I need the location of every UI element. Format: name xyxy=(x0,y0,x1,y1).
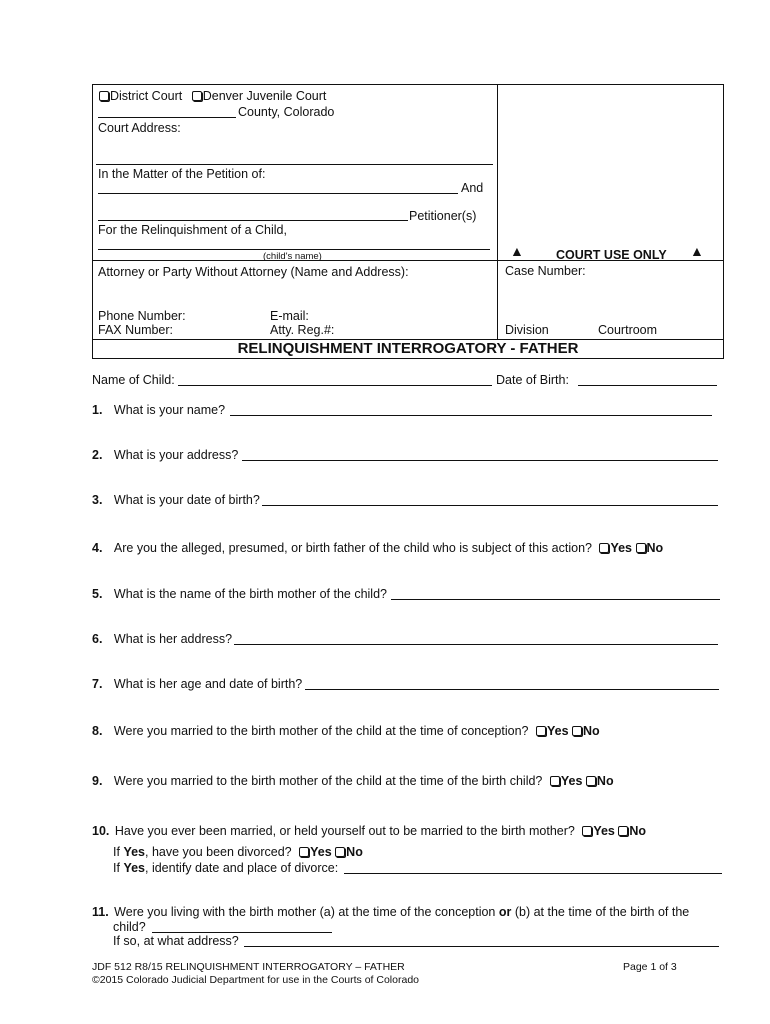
question-7-text: What is her age and date of birth? xyxy=(113,677,303,691)
q10-details-if: If xyxy=(113,861,120,875)
answer-11-address-field[interactable] xyxy=(244,946,719,947)
question-2-number: 2. xyxy=(92,448,103,462)
district-court-checkbox[interactable] xyxy=(99,91,109,101)
question-4-text: Are you the alleged, presumed, or birth father of the child who is subject of this action? xyxy=(113,541,592,555)
question-2-text: What is your address? xyxy=(113,448,239,462)
atty-reg-label: Atty. Reg.#: xyxy=(270,323,335,337)
question-9-number: 9. xyxy=(92,774,103,788)
q10-no-checkbox[interactable] xyxy=(618,826,628,836)
question-8-text: Were you married to the birth mother of the child at the time of conception? xyxy=(113,724,529,738)
court-address-field[interactable] xyxy=(96,164,493,165)
childs-name-caption: (child's name) xyxy=(263,251,322,262)
answer-2-field[interactable] xyxy=(242,460,718,461)
q4-no-checkbox[interactable] xyxy=(636,543,646,553)
attorney-label: Attorney or Party Without Attorney (Name and Address): xyxy=(98,265,409,279)
question-10 xyxy=(92,824,646,838)
q10-divorced-yes-word: Yes xyxy=(123,845,145,859)
child-name-field[interactable] xyxy=(178,385,492,386)
petitioners-label: Petitioner(s) xyxy=(409,209,477,223)
court-address-label: Court Address: xyxy=(98,121,181,135)
caption-box xyxy=(92,84,724,340)
q8-yes-label: Yes xyxy=(546,724,569,738)
childs-name-field[interactable] xyxy=(98,249,490,250)
q10-details-text: , identify date and place of divorce: xyxy=(145,861,339,875)
question-5 xyxy=(92,587,387,601)
q9-yes-label: Yes xyxy=(560,774,583,788)
county-label: County, Colorado xyxy=(238,105,335,119)
denver-juvenile-court-label: Denver Juvenile Court xyxy=(202,89,327,103)
question-11 xyxy=(92,905,689,919)
q10-divorced-no-checkbox[interactable] xyxy=(335,847,345,857)
question-6-text: What is her address? xyxy=(113,632,233,646)
case-number-label: Case Number: xyxy=(505,264,586,278)
district-court-label: District Court xyxy=(110,89,183,103)
child-name-label: Name of Child: xyxy=(92,373,175,387)
answer-3-field[interactable] xyxy=(262,505,718,506)
q10-divorced-yes-label: Yes xyxy=(310,845,332,859)
q8-no-label: No xyxy=(583,724,600,738)
q4-no-label: No xyxy=(646,541,664,555)
question-1-number: 1. xyxy=(92,403,103,417)
answer-5-field[interactable] xyxy=(391,599,720,600)
denver-juvenile-court-checkbox[interactable] xyxy=(192,91,202,101)
q10-divorced-yes-checkbox[interactable] xyxy=(299,847,309,857)
question-9-text: Were you married to the birth mother of the child at the time of the birth child? xyxy=(113,774,543,788)
court-type-row xyxy=(99,89,326,103)
question-10-divorced xyxy=(113,845,363,859)
answer-6-field[interactable] xyxy=(234,644,718,645)
and-label: And xyxy=(461,181,484,195)
q9-no-label: No xyxy=(596,774,614,788)
q8-no-checkbox[interactable] xyxy=(572,726,582,736)
question-3 xyxy=(92,493,260,507)
question-2 xyxy=(92,448,238,462)
answer-11-field[interactable] xyxy=(152,932,332,933)
question-1 xyxy=(92,403,225,417)
q8-yes-checkbox[interactable] xyxy=(536,726,546,736)
question-7 xyxy=(92,677,302,691)
q9-yes-checkbox[interactable] xyxy=(550,776,560,786)
q10-details-yes-word: Yes xyxy=(123,861,145,875)
form-title: RELINQUISHMENT INTERROGATORY - FATHER xyxy=(92,339,724,359)
division-label: Division xyxy=(505,323,549,337)
question-7-number: 7. xyxy=(92,677,103,691)
q10-no-label: No xyxy=(629,824,647,838)
caption-divider xyxy=(497,84,498,340)
petitioner-2-field[interactable] xyxy=(98,220,408,221)
petitioner-1-field[interactable] xyxy=(98,193,458,194)
question-6 xyxy=(92,632,232,646)
q9-no-checkbox[interactable] xyxy=(586,776,596,786)
question-9 xyxy=(92,774,614,788)
matter-of-label: In the Matter of the Petition of: xyxy=(98,167,266,181)
email-label: E-mail: xyxy=(270,309,309,323)
question-1-text: What is your name? xyxy=(113,403,226,417)
question-8 xyxy=(92,724,600,738)
answer-7-field[interactable] xyxy=(305,689,719,690)
up-triangle-right-icon: ▲ xyxy=(690,243,704,259)
q10-yes-label: Yes xyxy=(593,824,615,838)
answer-10-divorce-field[interactable] xyxy=(344,873,722,874)
up-triangle-left-icon: ▲ xyxy=(510,243,524,259)
courtroom-label: Courtroom xyxy=(598,323,658,337)
question-4-number: 4. xyxy=(92,541,103,555)
question-11-text-a: Were you living with the birth mother (a) at the time of the conception xyxy=(114,905,496,919)
question-3-text: What is your date of birth? xyxy=(113,493,260,507)
court-use-only-label: COURT USE ONLY xyxy=(556,248,667,262)
fax-label: FAX Number: xyxy=(98,323,174,337)
question-11-or: or xyxy=(498,905,512,919)
question-5-number: 5. xyxy=(92,587,103,601)
footer-copyright: ©2015 Colorado Judicial Department for use in the Courts of Colorado xyxy=(92,974,419,986)
question-10-divorce-details xyxy=(113,861,338,875)
question-6-number: 6. xyxy=(92,632,103,646)
child-dob-label: Date of Birth: xyxy=(496,373,569,387)
relinquishment-of-label: For the Relinquishment of a Child, xyxy=(98,223,287,237)
phone-label: Phone Number: xyxy=(98,309,186,323)
q10-divorced-text: , have you been divorced? xyxy=(145,845,292,859)
question-10-text: Have you ever been married, or held yourself out to be married to the birth mother? xyxy=(114,824,575,838)
question-8-number: 8. xyxy=(92,724,103,738)
q10-divorced-no-label: No xyxy=(346,845,363,859)
question-11-number: 11. xyxy=(92,905,109,919)
question-5-text: What is the name of the birth mother of the child? xyxy=(113,587,387,601)
question-10-number: 10. xyxy=(92,824,110,838)
question-11-text-c: child? xyxy=(113,920,146,934)
child-dob-field[interactable] xyxy=(578,385,717,386)
question-11-text-d: If so, at what address? xyxy=(113,934,239,948)
q10-yes-checkbox[interactable] xyxy=(582,826,592,836)
county-field[interactable] xyxy=(98,117,236,118)
question-3-number: 3. xyxy=(92,493,103,507)
answer-1-field[interactable] xyxy=(230,415,712,416)
footer-form-id: JDF 512 R8/15 RELINQUISHMENT INTERROGATORY – FATHER xyxy=(92,961,405,973)
q10-divorced-if: If xyxy=(113,845,120,859)
q4-yes-checkbox[interactable] xyxy=(599,543,609,553)
q4-yes-label: Yes xyxy=(610,541,633,555)
question-11-text-b: (b) at the time of the birth of the xyxy=(514,905,690,919)
footer-page-number: Page 1 of 3 xyxy=(623,961,677,973)
question-4 xyxy=(92,541,663,555)
